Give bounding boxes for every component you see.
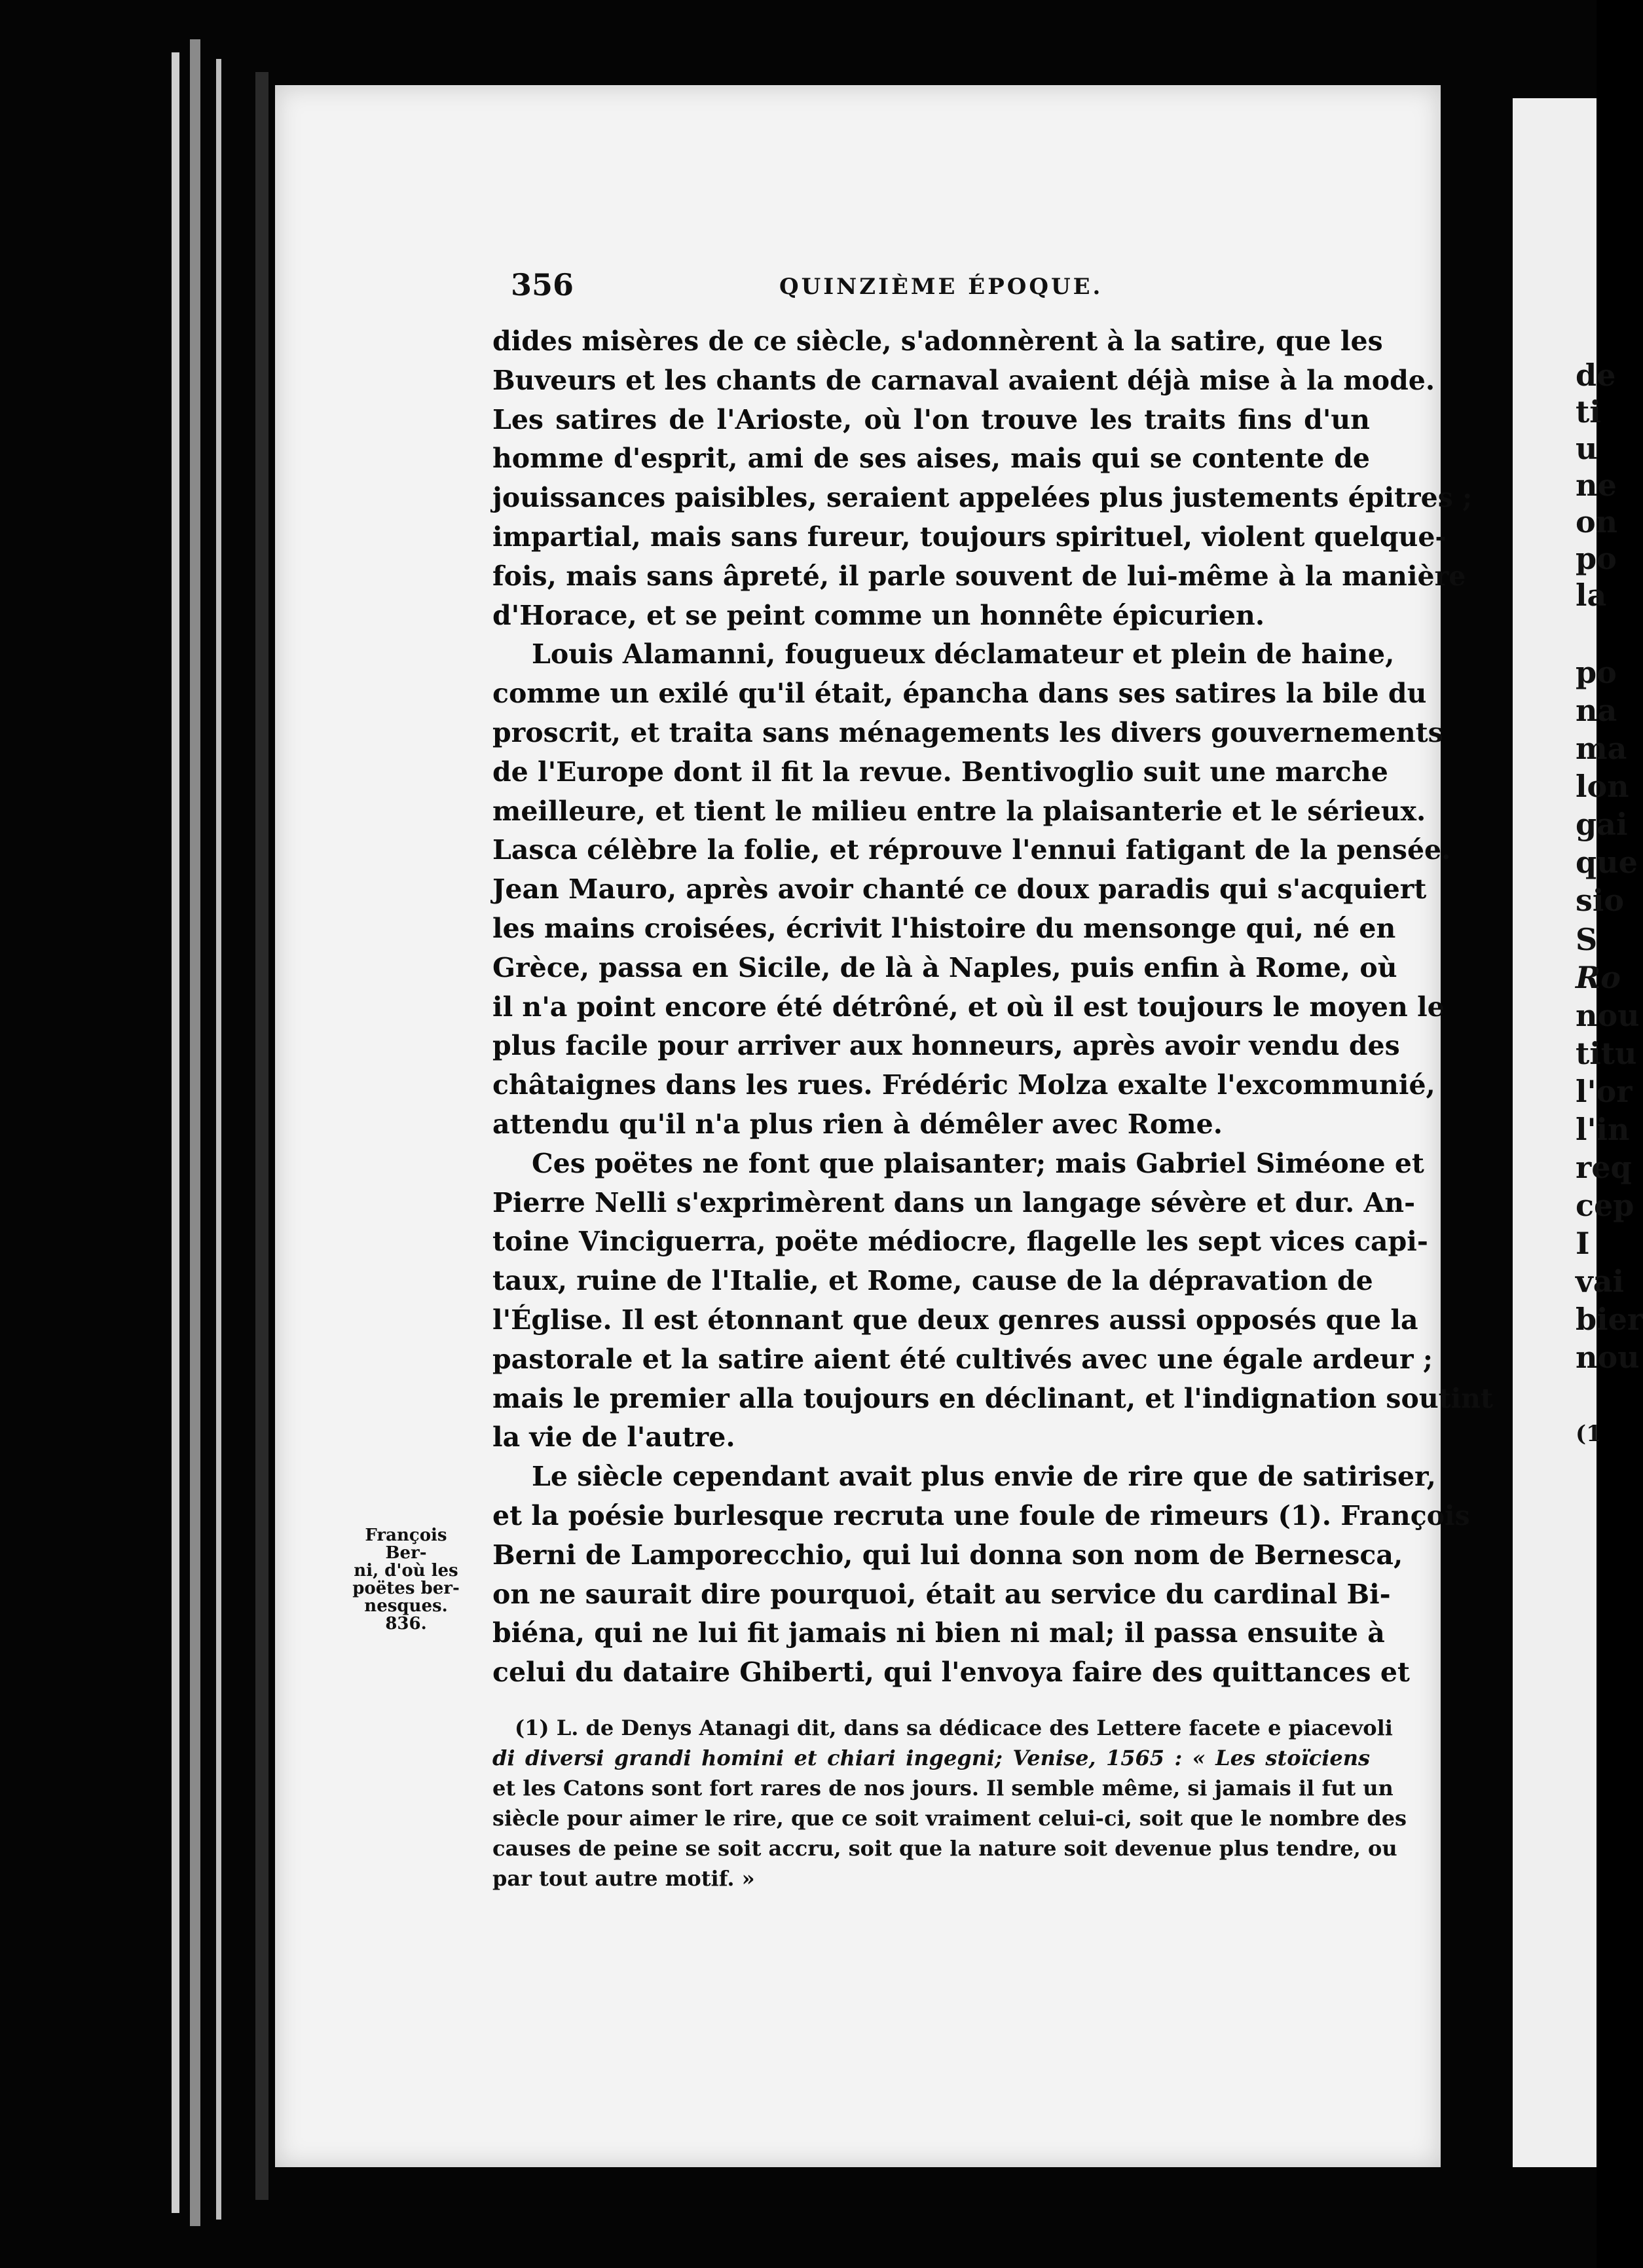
text-line: meilleure, et tient le milieu entre la plaisanterie et le sérieux.: [492, 795, 1426, 827]
footnote-line: (1) L. de Denys Atanagi dit, dans sa dédicace des Lettere facete e piacevoli: [515, 1715, 1393, 1740]
text-line: et la poésie burlesque recruta une foule de rimeurs (1). François: [492, 1499, 1470, 1531]
footnote-line: di diversi grandi homini et chiari ingegni; Venise, 1565 : « Les stoïciens: [492, 1746, 1370, 1770]
text-line: de l'Europe dont il fit la revue. Bentivoglio suit une marche: [492, 756, 1388, 788]
next-page-fragment: l'in: [1576, 1112, 1630, 1147]
next-page-fragment: req: [1576, 1150, 1632, 1185]
next-page-fragment: ti: [1576, 394, 1601, 430]
text-line: Louis Alamanni, fougueux déclamateur et plein de haine,: [532, 638, 1395, 670]
footnote-line: et les Catons sont fort rares de nos jours. Il semble même, si jamais il fut un: [492, 1776, 1394, 1801]
text-line: Jean Mauro, après avoir chanté ce doux paradis qui s'acquiert: [492, 873, 1427, 905]
text-line: homme d'esprit, ami de ses aises, mais qui se contente de: [492, 443, 1370, 475]
margin-note-line: nesques.: [364, 1596, 448, 1616]
next-page-fragment: ne: [1576, 467, 1617, 503]
footnote: [492, 1713, 1407, 1893]
binding-edge: [216, 59, 221, 2220]
text-line: Buveurs et les chants de carnaval avaient déjà mise à la mode.: [492, 364, 1435, 396]
next-page-fragment: nou: [1576, 1340, 1640, 1375]
binding-edge: [172, 52, 179, 2213]
page-number: 356: [511, 267, 574, 302]
text-line: dides misères de ce siècle, s'adonnèrent à la satire, que les: [492, 325, 1383, 357]
body-text: [492, 322, 1493, 1692]
text-line: mais le premier alla toujours en déclinant, et l'indignation soutint: [492, 1382, 1493, 1414]
text-line: il n'a point encore été détrôné, et où il est toujours le moyen le: [492, 991, 1445, 1023]
text-line: Lasca célèbre la folie, et réprouve l'ennui fatigant de la pensée.: [492, 834, 1451, 866]
text-line: taux, ruine de l'Italie, et Rome, cause de la dépravation de: [492, 1265, 1373, 1297]
text-line: biéna, qui ne lui fit jamais ni bien ni mal; il passa ensuite à: [492, 1617, 1385, 1649]
next-page-fragment: po: [1576, 541, 1617, 576]
next-page-fragment: titu: [1576, 1036, 1637, 1071]
next-page-fragment: on: [1576, 504, 1618, 540]
footnote-line: siècle pour aimer le rire, que ce soit vraiment celui-ci, soit que le nombre des: [492, 1806, 1407, 1831]
next-page-fragment: (1: [1576, 1421, 1602, 1447]
margin-note-line: ni, d'où les: [354, 1561, 458, 1581]
text-line: les mains croisées, écrivit l'histoire du mensonge qui, né en: [492, 912, 1396, 944]
next-page-fragment: bier: [1576, 1302, 1643, 1337]
margin-note-line: 836.: [385, 1614, 427, 1634]
margin-note-line: poëtes ber-: [352, 1579, 460, 1598]
text-line: châtaignes dans les rues. Frédéric Molza exalte l'excommunié,: [492, 1069, 1435, 1101]
next-page-fragment: sio: [1576, 883, 1625, 918]
footnote-line: causes de peine se soit accru, soit que la nature soit devenue plus tendre, ou: [492, 1836, 1397, 1861]
text-line: celui du dataire Ghiberti, qui l'envoya faire des quittances et: [492, 1656, 1410, 1689]
margin-note-line: François Ber-: [365, 1526, 447, 1563]
next-page-fragment: que: [1576, 845, 1638, 880]
next-page-fragment: la: [1576, 577, 1607, 613]
text-line: Berni de Lamporecchio, qui lui donna son nom de Bernesca,: [492, 1539, 1403, 1571]
text-line: l'Église. Il est étonnant que deux genres aussi opposés que la: [492, 1304, 1418, 1336]
text-line: proscrit, et traita sans ménagements les divers gouvernements: [492, 716, 1443, 748]
next-page-fragment: S: [1576, 922, 1598, 957]
next-page-fragment: gai: [1576, 807, 1628, 842]
text-line: Pierre Nelli s'exprimèrent dans un langage sévère et dur. An-: [492, 1186, 1416, 1218]
next-page-fragment: de: [1576, 357, 1616, 393]
text-line: Le siècle cependant avait plus envie de rire que de satiriser,: [532, 1461, 1436, 1493]
text-line: Grèce, passa en Sicile, de là à Naples, puis enfin à Rome, où: [492, 951, 1397, 983]
next-page-fragment: nou: [1576, 998, 1640, 1033]
running-head: QUINZIÈME ÉPOQUE.: [779, 274, 1103, 300]
text-line: plus facile pour arriver aux honneurs, après avoir vendu des: [492, 1030, 1400, 1062]
binding-edge: [190, 39, 200, 2226]
text-line: jouissances paisibles, seraient appelées plus justements épitres ;: [492, 482, 1473, 514]
next-page-fragment: vai: [1576, 1264, 1625, 1299]
text-line: toine Vinciguerra, poëte médiocre, flagelle les sept vices capi-: [492, 1226, 1428, 1258]
next-page-fragment: u: [1576, 431, 1598, 466]
next-page-fragment: Ro: [1576, 960, 1621, 995]
text-line: d'Horace, et se peint comme un honnête épicurien.: [492, 599, 1265, 631]
text-line: pastorale et la satire aient été cultivés avec une égale ardeur ;: [492, 1343, 1433, 1375]
next-page-edge: [1513, 98, 1643, 2167]
next-page-fragment: I: [1576, 1226, 1590, 1261]
text-line: attendu qu'il n'a plus rien à démêler avec Rome.: [492, 1108, 1223, 1140]
next-page-fragment: cep: [1576, 1188, 1634, 1223]
next-page-fragment: na: [1576, 693, 1617, 728]
next-page-fragment: l'or: [1576, 1074, 1633, 1109]
footnote-line: par tout autre motif. »: [492, 1866, 755, 1891]
text-line: Les satires de l'Arioste, où l'on trouve les traits fins d'un: [492, 403, 1370, 435]
text-line: comme un exilé qu'il était, épancha dans ses satires la bile du: [492, 678, 1427, 710]
text-line: fois, mais sans âpreté, il parle souvent de lui-même à la manière: [492, 560, 1466, 592]
next-page-fragment: po: [1576, 655, 1617, 690]
text-line: la vie de l'autre.: [492, 1421, 735, 1454]
next-page-fragment: ma: [1576, 731, 1627, 766]
binding-edge: [255, 72, 268, 2200]
next-page-fragment: lon: [1576, 769, 1629, 804]
margin-note: [344, 1527, 468, 1633]
text-line: Ces poëtes ne font que plaisanter; mais Gabriel Siméone et: [532, 1147, 1424, 1179]
text-line: on ne saurait dire pourquoi, était au service du cardinal Bi-: [492, 1578, 1391, 1610]
text-line: impartial, mais sans fureur, toujours spirituel, violent quelque-: [492, 521, 1447, 553]
